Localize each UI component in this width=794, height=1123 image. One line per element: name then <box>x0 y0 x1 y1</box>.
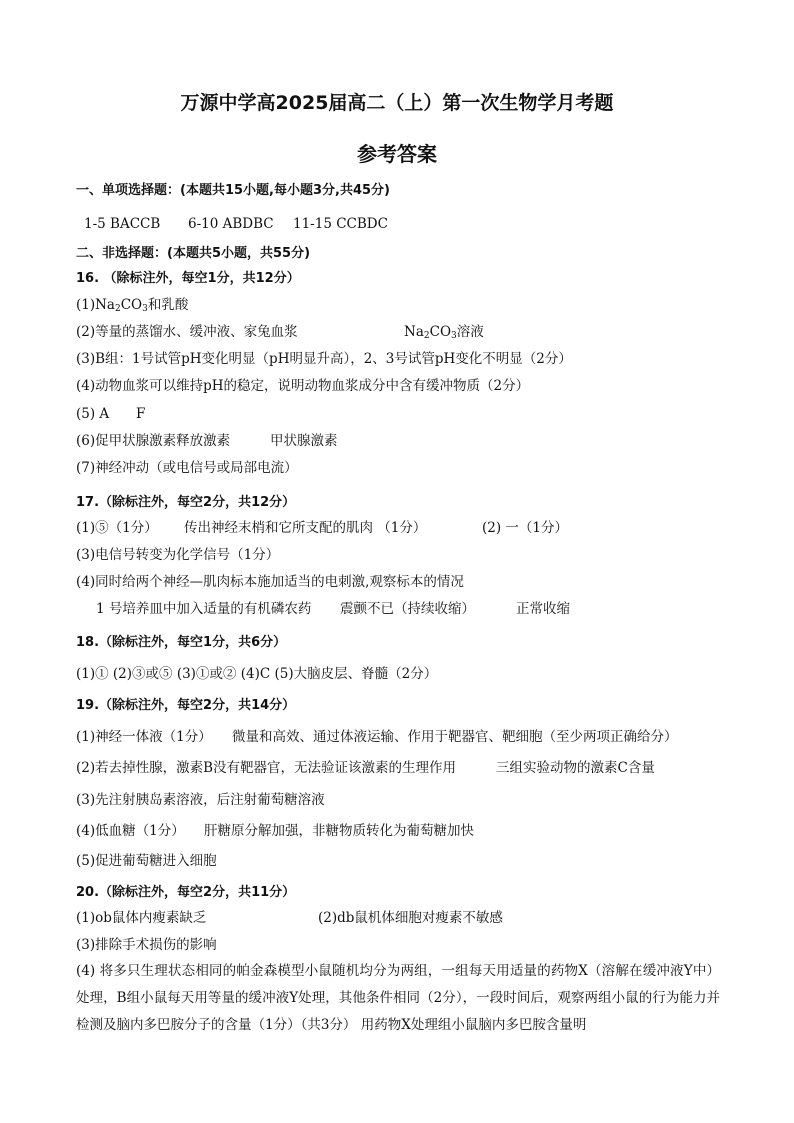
q17-answer-5b: 震颤不已（持续收缩） <box>340 601 475 617</box>
mc-answers-1-5: 1-5 BACCB <box>84 216 161 232</box>
q17-answer-5a: 1 号培养皿中加入适量的有机磷农药 <box>96 601 312 617</box>
q20-heading: 20.（除标注外，每空2分，共11分） <box>76 885 296 900</box>
q20-answer-3: (3)排除手术损伤的影响 <box>76 937 217 953</box>
q17-answer-5c: 正常收缩 <box>516 601 570 617</box>
q19-answer-3: (3)先注射胰岛素溶液，后注射葡萄糖溶液 <box>76 792 325 808</box>
q16-answer-3: (3)B组：1号试管pH变化明显（pH明显升高），2、3号试管pH变化不明显（2分） <box>76 351 572 367</box>
part2-heading: 二、非选择题：(本题共5小题，共55分) <box>76 246 311 261</box>
q16-answer-6b: 甲状腺激素 <box>270 433 338 449</box>
q20-answer-4: (4) 将多只生理状态相同的帕金森模型小鼠随机均分为两组，一组每天用适量的药物X（溶解在缓冲液Y中）处理，B组小鼠每天用等量的缓冲液Y处理，其他条件相同（2分），一段时间后，观察两组小鼠的行为能力并检测及脑内多巴胺分子的含量（1分）（共3分） 用药物X处理组小鼠脑内多巴胺含量明 <box>76 963 720 1033</box>
mc-answers-11-15: 11-15 CCBDC <box>293 216 388 232</box>
q19-heading: 19.（除标注外，每空2分，共14分） <box>76 698 296 713</box>
q16-answer-2a: (2)等量的蒸馏水、缓冲液、家兔血浆 <box>76 324 298 340</box>
q20-answer-1: (1)ob鼠体内瘦素缺乏 <box>76 910 207 926</box>
q16-answer-5b: F <box>136 406 146 422</box>
q16-answer-1: $(1)Na_2CO_3$和乳酸 <box>76 297 189 314</box>
q17-answer-1b: 传出神经末梢和它所支配的肌肉 （1分） <box>184 520 427 536</box>
q17-answer-3: (3)电信号转变为化学信号（1分） <box>76 547 280 563</box>
q16-answer-7: (7)神经冲动（或电信号或局部电流） <box>76 460 298 476</box>
q17-heading: 17.（除标注外，每空2分，共12分） <box>76 495 296 510</box>
q19-answer-5: (5)促进葡萄糖进入细胞 <box>76 853 217 869</box>
mc-answers-6-10: 6-10 ABDBC <box>188 216 274 232</box>
answer-key-subtitle: 参考答案 <box>357 142 437 166</box>
q16-answer-4: (4)动物血浆可以维持pH的稳定，说明动物血浆成分中含有缓冲物质（2分） <box>76 378 530 394</box>
q16-answer-5a: (5) A <box>76 406 110 422</box>
q16-answer-6a: (6)促甲状腺激素释放激素 <box>76 433 231 449</box>
q19-answer-4a: (4)低血糖（1分） <box>76 823 185 839</box>
exam-title: 万源中学高2025届高二（上）第一次生物学月考题 <box>180 92 614 114</box>
q19-answer-1a: (1)神经一体液（1分） <box>76 729 212 745</box>
q18-answers: (1)① (2)③或⑤ (3)①或② (4)C (5)大脑皮层、脊髓（2分） <box>76 666 438 682</box>
q19-answer-2b: 三组实验动物的激素C含量 <box>496 760 655 776</box>
q17-answer-4: (4)同时给两个神经—肌肉标本施加适当的电刺激,观察标本的情况 <box>76 574 464 590</box>
q17-answer-1a: (1)⑤（1分） <box>76 520 158 536</box>
q19-answer-1b: 微量和高效、通过体液运输、作用于靶器官、靶细胞（至少两项正确给分） <box>232 729 678 745</box>
q19-answer-2a: (2)若去掉性腺，激素B没有靶器官，无法验证该激素的生理作用 <box>76 760 457 776</box>
part1-heading: 一、单项选择题：(本题共15小题,每小题3分,共45分) <box>76 183 390 198</box>
q20-answer-2: (2)db鼠机体细胞对瘦素不敏感 <box>318 910 503 926</box>
q17-answer-2: (2) 一（1分） <box>482 520 569 536</box>
q18-heading: 18.（除标注外，每空1分，共6分） <box>76 635 287 650</box>
q16-heading: 16. （除标注外，每空1分，共12分） <box>76 271 300 286</box>
q16-answer-2b: $Na_2CO_3$溶液 <box>404 324 484 341</box>
q19-answer-4b: 肝糖原分解加强，非糖物质转化为葡萄糖加快 <box>204 823 474 839</box>
